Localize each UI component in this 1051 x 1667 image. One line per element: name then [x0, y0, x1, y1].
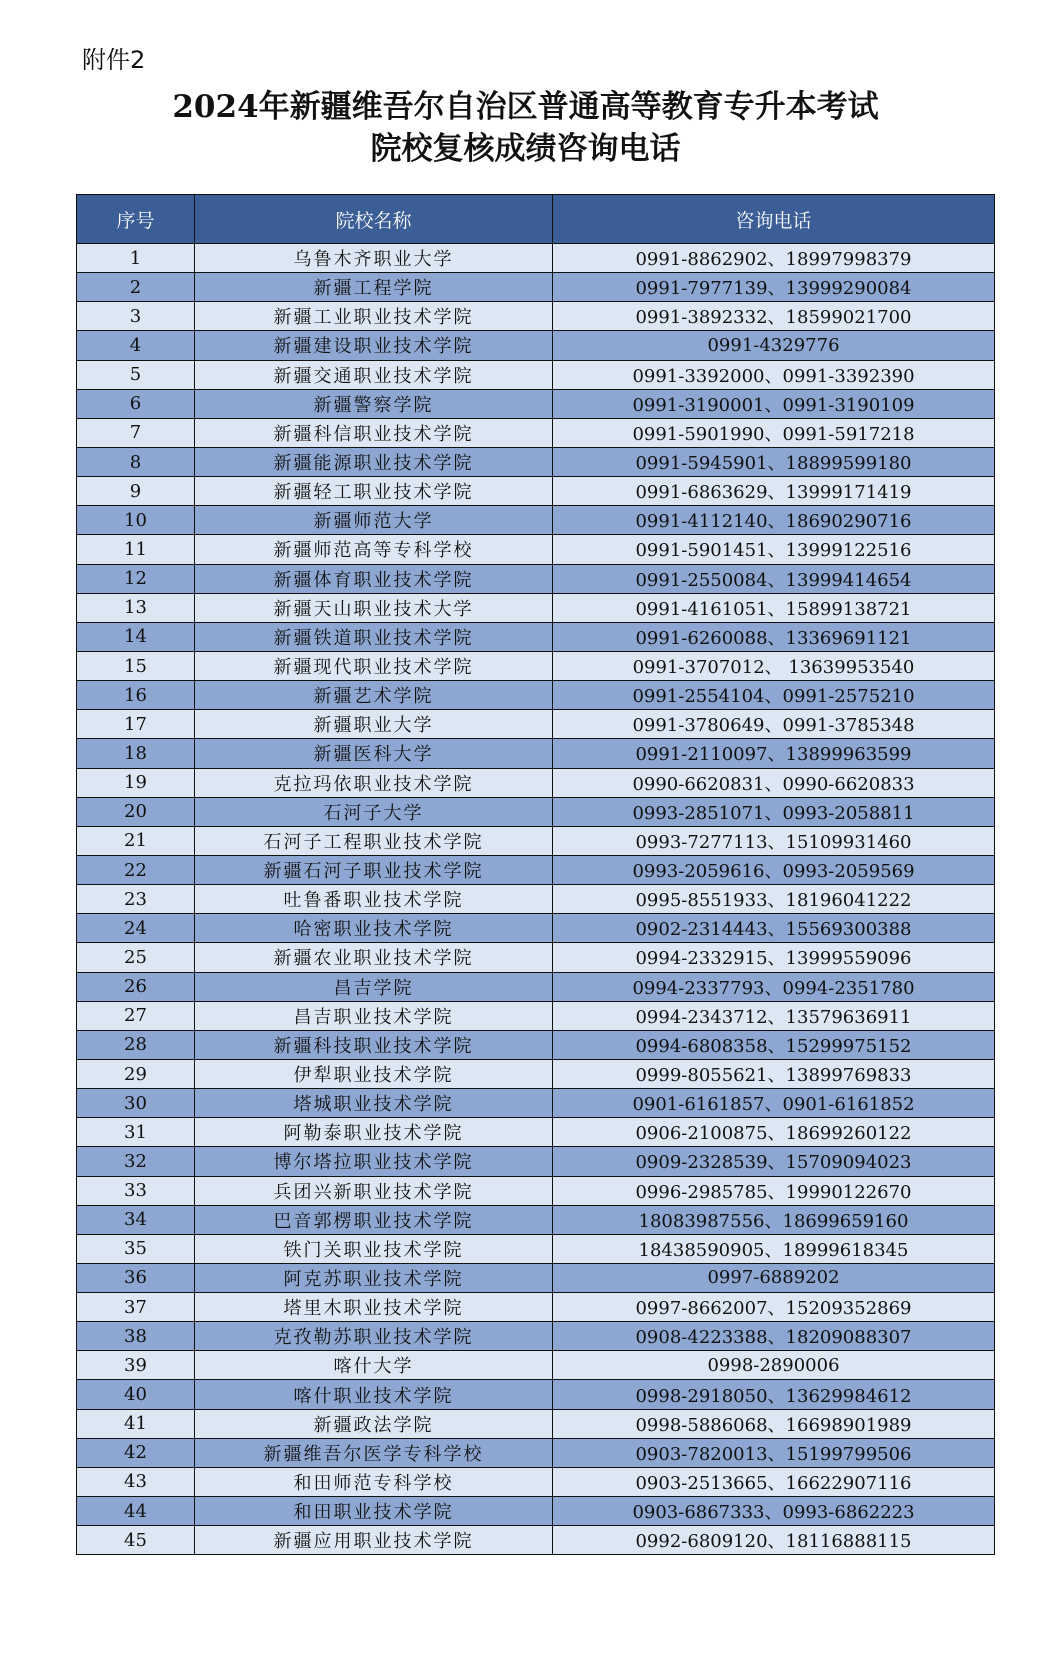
row-index: 2: [77, 273, 195, 302]
header-index: 序号: [77, 195, 195, 244]
phone-number: 0902-2314443、15569300388: [553, 914, 995, 943]
phone-number: 0991-3190001、0991-3190109: [553, 389, 995, 418]
table-row: [77, 302, 995, 331]
row-index: 44: [77, 1497, 195, 1526]
row-index: 15: [77, 651, 195, 680]
school-name: 和田师范专科学校: [195, 1467, 553, 1496]
table-header-row: [77, 195, 995, 244]
row-index: 30: [77, 1089, 195, 1118]
row-index: 10: [77, 506, 195, 535]
row-index: 1: [77, 244, 195, 273]
school-name: 新疆现代职业技术学院: [195, 651, 553, 680]
row-index: 8: [77, 447, 195, 476]
school-name: 乌鲁木齐职业大学: [195, 244, 553, 273]
phone-number: 0991-3392000、0991-3392390: [553, 360, 995, 389]
school-name: 新疆农业职业技术学院: [195, 943, 553, 972]
phone-number: 0999-8055621、13899769833: [553, 1059, 995, 1088]
row-index: 19: [77, 768, 195, 797]
school-name: 兵团兴新职业技术学院: [195, 1176, 553, 1205]
table-row: [77, 1438, 995, 1467]
phone-number: 0992-6809120、18116888115: [553, 1526, 995, 1555]
phone-number: 0998-2918050、13629984612: [553, 1380, 995, 1409]
row-index: 37: [77, 1293, 195, 1322]
table-row: [77, 739, 995, 768]
phone-number: 0991-2554104、0991-2575210: [553, 681, 995, 710]
school-name: 新疆医科大学: [195, 739, 553, 768]
school-name: 新疆铁道职业技术学院: [195, 622, 553, 651]
school-name: 新疆体育职业技术学院: [195, 564, 553, 593]
phone-number: 0906-2100875、18699260122: [553, 1118, 995, 1147]
school-name: 塔城职业技术学院: [195, 1089, 553, 1118]
row-index: 35: [77, 1234, 195, 1263]
school-name: 新疆能源职业技术学院: [195, 447, 553, 476]
row-index: 22: [77, 855, 195, 884]
phone-number: 18438590905、18999618345: [553, 1234, 995, 1263]
school-name: 新疆天山职业技术大学: [195, 593, 553, 622]
school-name: 阿勒泰职业技术学院: [195, 1118, 553, 1147]
school-name: 塔里木职业技术学院: [195, 1293, 553, 1322]
row-index: 33: [77, 1176, 195, 1205]
row-index: 3: [77, 302, 195, 331]
table-row: [77, 622, 995, 651]
phone-number: 0991-4112140、18690290716: [553, 506, 995, 535]
row-index: 43: [77, 1467, 195, 1496]
row-index: 40: [77, 1380, 195, 1409]
phone-number: 0991-3892332、18599021700: [553, 302, 995, 331]
school-name: 新疆师范高等专科学校: [195, 535, 553, 564]
table-row: [77, 1351, 995, 1380]
table-row: [77, 447, 995, 476]
row-index: 29: [77, 1059, 195, 1088]
table-row: [77, 972, 995, 1001]
header-phone: 咨询电话: [553, 195, 995, 244]
row-index: 11: [77, 535, 195, 564]
table-body: [77, 244, 995, 1555]
row-index: 18: [77, 739, 195, 768]
phone-number: 0991-7977139、13999290084: [553, 273, 995, 302]
row-index: 9: [77, 477, 195, 506]
row-index: 17: [77, 710, 195, 739]
school-name: 克拉玛依职业技术学院: [195, 768, 553, 797]
school-name: 喀什职业技术学院: [195, 1380, 553, 1409]
row-index: 31: [77, 1118, 195, 1147]
phone-number: 0994-2337793、0994-2351780: [553, 972, 995, 1001]
school-name: 阿克苏职业技术学院: [195, 1263, 553, 1292]
phone-number: 0995-8551933、18196041222: [553, 885, 995, 914]
header-school-name: 院校名称: [195, 195, 553, 244]
phone-number: 0903-2513665、16622907116: [553, 1467, 995, 1496]
table-row: [77, 1147, 995, 1176]
phone-number: 0997-6889202: [553, 1263, 995, 1292]
school-name: 新疆工程学院: [195, 273, 553, 302]
table-row: [77, 797, 995, 826]
phone-number: 0997-8662007、15209352869: [553, 1293, 995, 1322]
row-index: 36: [77, 1263, 195, 1292]
phone-number: 0994-2343712、13579636911: [553, 1001, 995, 1030]
table-row: [77, 681, 995, 710]
school-name: 新疆维吾尔医学专科学校: [195, 1438, 553, 1467]
row-index: 45: [77, 1526, 195, 1555]
row-index: 23: [77, 885, 195, 914]
school-name: 新疆建设职业技术学院: [195, 331, 553, 360]
phone-number: 0903-7820013、15199799506: [553, 1438, 995, 1467]
table-row: [77, 943, 995, 972]
phone-number: 0991-4329776: [553, 331, 995, 360]
phone-number: 0993-2059616、0993-2059569: [553, 855, 995, 884]
table-row: [77, 1234, 995, 1263]
phone-number: 0991-2110097、13899963599: [553, 739, 995, 768]
table-row: [77, 1467, 995, 1496]
school-name: 伊犁职业技术学院: [195, 1059, 553, 1088]
table-row: [77, 1205, 995, 1234]
school-name: 和田职业技术学院: [195, 1497, 553, 1526]
phone-number: 0993-2851071、0993-2058811: [553, 797, 995, 826]
table-row: [77, 1176, 995, 1205]
table-row: [77, 273, 995, 302]
table-row: [77, 244, 995, 273]
row-index: 24: [77, 914, 195, 943]
school-name: 新疆职业大学: [195, 710, 553, 739]
phone-number: 0990-6620831、0990-6620833: [553, 768, 995, 797]
row-index: 25: [77, 943, 195, 972]
school-name: 新疆石河子职业技术学院: [195, 855, 553, 884]
school-name: 博尔塔拉职业技术学院: [195, 1147, 553, 1176]
phone-number: 0993-7277113、15109931460: [553, 826, 995, 855]
table-row: [77, 710, 995, 739]
school-name: 新疆工业职业技术学院: [195, 302, 553, 331]
table-row: [77, 477, 995, 506]
row-index: 12: [77, 564, 195, 593]
row-index: 7: [77, 418, 195, 447]
table-row: [77, 360, 995, 389]
table-row: [77, 1001, 995, 1030]
table-row: [77, 855, 995, 884]
table-row: [77, 885, 995, 914]
table-row: [77, 1089, 995, 1118]
school-name: 新疆师范大学: [195, 506, 553, 535]
table-row: [77, 651, 995, 680]
phone-number: 0994-6808358、15299975152: [553, 1030, 995, 1059]
school-name: 铁门关职业技术学院: [195, 1234, 553, 1263]
school-name: 巴音郭楞职业技术学院: [195, 1205, 553, 1234]
phone-number: 0908-4223388、18209088307: [553, 1322, 995, 1351]
row-index: 14: [77, 622, 195, 651]
contact-table: [76, 194, 995, 1555]
phone-number: 18083987556、18699659160: [553, 1205, 995, 1234]
row-index: 16: [77, 681, 195, 710]
row-index: 34: [77, 1205, 195, 1234]
row-index: 28: [77, 1030, 195, 1059]
table-row: [77, 1293, 995, 1322]
row-index: 27: [77, 1001, 195, 1030]
document-title-line1: 2024年新疆维吾尔自治区普通高等教育专升本考试: [172, 89, 879, 125]
phone-number: 0998-5886068、16698901989: [553, 1409, 995, 1438]
phone-number: 0909-2328539、15709094023: [553, 1147, 995, 1176]
table-row: [77, 418, 995, 447]
table-row: [77, 1030, 995, 1059]
table-row: [77, 389, 995, 418]
school-name: 新疆政法学院: [195, 1409, 553, 1438]
school-name: 石河子大学: [195, 797, 553, 826]
row-index: 38: [77, 1322, 195, 1351]
phone-number: 0991-4161051、15899138721: [553, 593, 995, 622]
table-row: [77, 564, 995, 593]
row-index: 21: [77, 826, 195, 855]
row-index: 32: [77, 1147, 195, 1176]
table-row: [77, 506, 995, 535]
school-name: 新疆艺术学院: [195, 681, 553, 710]
phone-number: 0994-2332915、13999559096: [553, 943, 995, 972]
table-row: [77, 1380, 995, 1409]
school-name: 哈密职业技术学院: [195, 914, 553, 943]
phone-number: 0996-2985785、19990122670: [553, 1176, 995, 1205]
phone-number: 0903-6867333、0993-6862223: [553, 1497, 995, 1526]
row-index: 13: [77, 593, 195, 622]
phone-number: 0991-3780649、0991-3785348: [553, 710, 995, 739]
table-row: [77, 331, 995, 360]
phone-number: 0998-2890006: [553, 1351, 995, 1380]
school-name: 新疆警察学院: [195, 389, 553, 418]
table-row: [77, 1497, 995, 1526]
phone-number: 0991-3707012、 13639953540: [553, 651, 995, 680]
school-name: 昌吉学院: [195, 972, 553, 1001]
row-index: 4: [77, 331, 195, 360]
table-row: [77, 826, 995, 855]
school-name: 新疆科信职业技术学院: [195, 418, 553, 447]
phone-number: 0991-6863629、13999171419: [553, 477, 995, 506]
row-index: 39: [77, 1351, 195, 1380]
school-name: 新疆轻工职业技术学院: [195, 477, 553, 506]
row-index: 5: [77, 360, 195, 389]
document-title-line2: 院校复核成绩咨询电话: [370, 131, 681, 167]
table-row: [77, 1118, 995, 1147]
school-name: 昌吉职业技术学院: [195, 1001, 553, 1030]
row-index: 20: [77, 797, 195, 826]
phone-number: 0991-2550084、13999414654: [553, 564, 995, 593]
phone-number: 0991-5945901、18899599180: [553, 447, 995, 476]
phone-number: 0901-6161857、0901-6161852: [553, 1089, 995, 1118]
phone-number: 0991-5901990、0991-5917218: [553, 418, 995, 447]
table-row: [77, 535, 995, 564]
row-index: 6: [77, 389, 195, 418]
phone-number: 0991-8862902、18997998379: [553, 244, 995, 273]
table-row: [77, 1409, 995, 1438]
school-name: 新疆科技职业技术学院: [195, 1030, 553, 1059]
row-index: 41: [77, 1409, 195, 1438]
attachment-label: 附件2: [82, 46, 146, 74]
table-row: [77, 1059, 995, 1088]
school-name: 克孜勒苏职业技术学院: [195, 1322, 553, 1351]
row-index: 26: [77, 972, 195, 1001]
table-row: [77, 768, 995, 797]
phone-number: 0991-6260088、13369691121: [553, 622, 995, 651]
table-row: [77, 1526, 995, 1555]
school-name: 新疆交通职业技术学院: [195, 360, 553, 389]
table-row: [77, 1322, 995, 1351]
row-index: 42: [77, 1438, 195, 1467]
table-row: [77, 1263, 995, 1292]
school-name: 喀什大学: [195, 1351, 553, 1380]
school-name: 石河子工程职业技术学院: [195, 826, 553, 855]
school-name: 吐鲁番职业技术学院: [195, 885, 553, 914]
table-row: [77, 593, 995, 622]
phone-number: 0991-5901451、13999122516: [553, 535, 995, 564]
table-row: [77, 914, 995, 943]
school-name: 新疆应用职业技术学院: [195, 1526, 553, 1555]
